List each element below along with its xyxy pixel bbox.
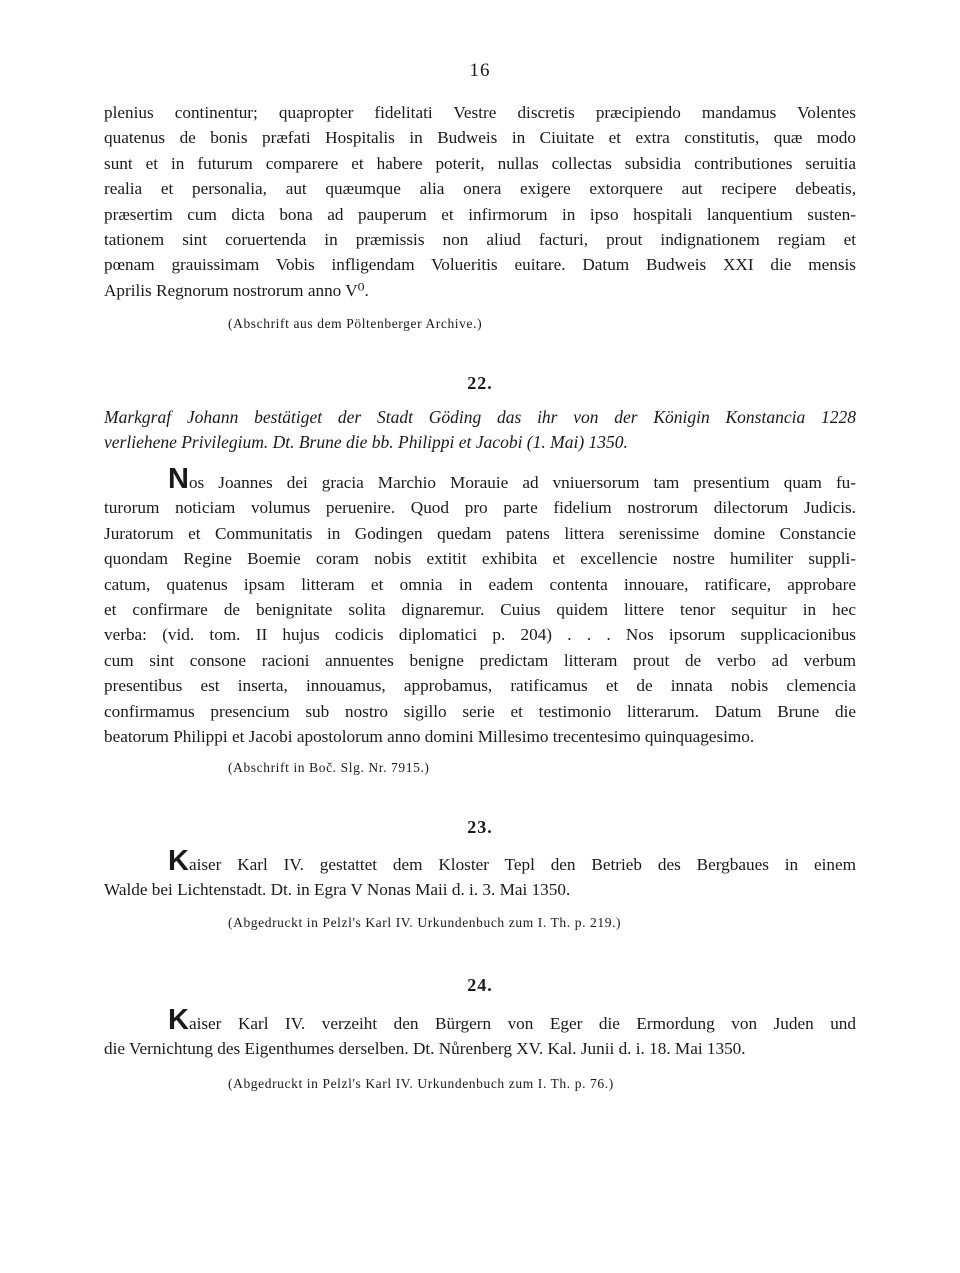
doc21-line: Aprilis Regnorum nostrorum anno V⁰. bbox=[104, 280, 369, 300]
doc22-first-line-text: os Joannes dei gracia Marchio Morauie ad vniuersorum tam presentium quam fu- bbox=[188, 473, 856, 492]
doc21-line: tationem sint coruertenda in præmissis non aliud facturi, prout indignationem regiam et bbox=[104, 230, 856, 250]
doc22-line: verba: (vid. tom. II hujus codicis diplomatici p. 204) . . . Nos ipsorum supplicacionibus bbox=[104, 625, 856, 645]
doc21-line: quatenus de bonis præfati Hospitalis in Budweis in Ciuitate et extra constitutis, quæ modo bbox=[104, 128, 856, 148]
doc22-line: Juratorum et Communitatis in Godingen quedam patens littera serenissime domine Constancie bbox=[104, 523, 856, 543]
doc22-line: et confirmare de benignitate solita dignaremur. Cuius quidem littere tenor sequitur in hec bbox=[104, 600, 856, 620]
doc24-initial: K bbox=[168, 1004, 189, 1036]
doc21-line: plenius continentur; quapropter fidelitati Vestre discretis præcipiendo mandamus Volentes bbox=[104, 103, 856, 122]
doc23-first-line bbox=[104, 845, 856, 877]
page-number: 16 bbox=[469, 60, 491, 81]
doc22-heading bbox=[104, 405, 856, 455]
doc24-source-note: (Abgedruckt in Pelzl's Karl IV. Urkundenbuch zum I. Th. p. 76.) bbox=[228, 1076, 614, 1091]
doc22-text bbox=[104, 463, 856, 749]
doc24-line: die Vernichtung des Eigenthumes derselben. Dt. Nůrenberg XV. Kal. Junii d. i. 18. Mai 1350. bbox=[104, 1039, 746, 1059]
doc22-line: turorum noticiam volumus peruenire. Quod pro parte fidelium nostrorum dilectorum Judicis. bbox=[104, 498, 856, 518]
doc21-line: pœnam grauissimam Vobis infligendam Volueritis euitare. Datum Budweis XXI die mensis bbox=[104, 255, 856, 275]
doc24-first-line-text: aiser Karl IV. verzeiht den Bürgern von Eger die Ermordung von Juden und bbox=[188, 1014, 856, 1033]
doc23-line: Walde bei Lichtenstadt. Dt. in Egra V Nonas Maii d. i. 3. Mai 1350. bbox=[104, 880, 571, 900]
doc23-text bbox=[104, 845, 856, 903]
doc22-number: 22. bbox=[467, 373, 493, 393]
doc24-text bbox=[104, 1004, 856, 1062]
doc22-line: quondam Regine Boemie coram nobis extitit exhibita et excellencie nostre humiliter suppli- bbox=[104, 549, 856, 569]
doc22-line: cum sint consone racioni annuentes benigne predictam litteram prout de verbo ad verbum bbox=[104, 650, 856, 670]
doc22-heading-line: Markgraf Johann bestätiget der Stadt Göding das ihr von der Königin Konstancia 1228 bbox=[104, 407, 856, 427]
doc21-source-note: (Abschrift aus dem Pöltenberger Archive.) bbox=[228, 316, 483, 331]
doc24-first-line bbox=[104, 1004, 856, 1036]
doc23-number: 23. bbox=[467, 817, 493, 837]
doc21-line: præsertim cum dicta bona ad pauperum et infirmorum in ipso hospitali lanquentium susten- bbox=[104, 204, 856, 224]
doc23-source-note: (Abgedruckt in Pelzl's Karl IV. Urkundenbuch zum I. Th. p. 219.) bbox=[228, 915, 622, 930]
doc22-source-note: (Abschrift in Boč. Slg. Nr. 7915.) bbox=[228, 760, 430, 775]
doc24-number: 24. bbox=[467, 975, 493, 995]
doc22-line: confirmamus presencium sub nostro sigillo serie et testimonio litterarum. Datum Brune die bbox=[104, 701, 856, 721]
doc21-line: sunt et in futurum comparere et habere poterit, nullas collectas subsidia contributiones seruitia bbox=[104, 153, 856, 173]
doc23-first-line-text: aiser Karl IV. gestattet dem Kloster Tepl den Betrieb des Bergbaues in einem bbox=[188, 855, 856, 874]
doc22-line: beatorum Philippi et Jacobi apostolorum anno domini Millesimo trecentesimo quinquagesimo. bbox=[104, 727, 755, 747]
doc22-initial: N bbox=[168, 463, 189, 495]
doc22-line: presentibus est inserta, innouamus, approbamus, ratificamus et de innata nobis clemencia bbox=[104, 676, 856, 696]
doc22-line: catum, quatenus ipsam litteram et omnia in eadem contenta innouare, ratificare, approbare bbox=[104, 574, 856, 594]
doc23-initial: K bbox=[168, 845, 189, 877]
doc22-first-line bbox=[104, 463, 856, 495]
doc22-heading-line: verliehene Privilegium. Dt. Brune die bb. Philippi et Jacobi (1. Mai) 1350. bbox=[104, 432, 628, 452]
doc21-text bbox=[104, 100, 856, 303]
doc21-line: realia et personalia, aut quæumque alia onera exigere extorquere aut recipere debeatis, bbox=[104, 179, 856, 199]
